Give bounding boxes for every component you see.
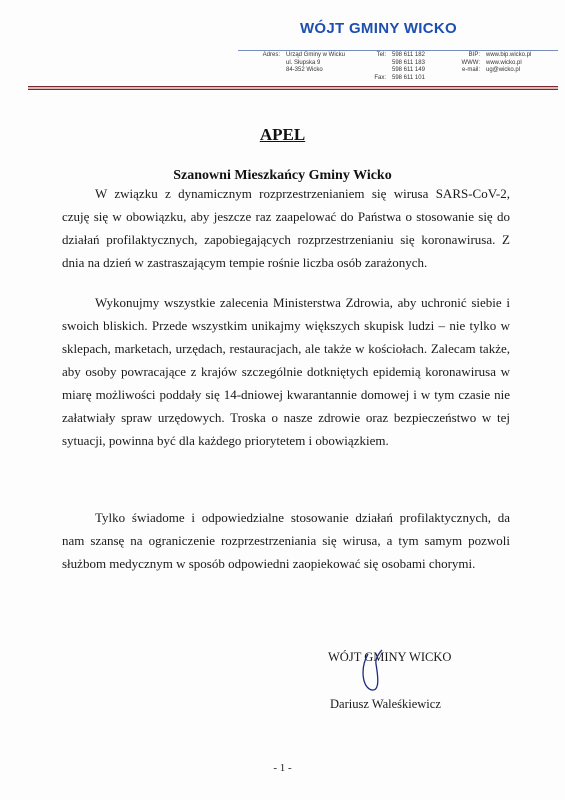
letterhead-address [258,52,345,75]
email-link[interactable]: ug@wicko.pl [486,67,521,73]
fax-number: 598 611 101 [392,74,425,81]
email-label: e-mail: [461,67,480,73]
tel-number: 598 611 149 [392,67,425,73]
signature-name: Dariusz Waleśkiewicz [330,697,441,711]
address-line: 84-352 Wicko [286,67,323,73]
handwritten-signature [354,646,394,696]
address-line: ul. Słupska 9 [286,59,321,66]
signature-title: WÓJT GMINY WICKO [328,650,452,664]
fax-label: Fax: [374,74,386,81]
greeting: Szanowni Mieszkańcy Gminy Wicko [173,168,392,183]
bip-link[interactable]: www.bip.wicko.pl [486,52,532,58]
letterhead-thin-rule [238,50,558,51]
www-label: WWW: [461,59,480,66]
letterhead-brand: WÓJT GMINY WICKO [299,20,457,37]
letterhead-web [452,52,531,75]
address-line: Urząd Gminy w Wicku [286,52,346,58]
document-title: APEL [259,125,306,144]
paragraph-2: Wykonujmy wszystkie zalecenia Ministerstwa Zdrowia, aby uchronić siebie i swoich bliskich. Przede wszystkim unikajmy większych skupisk ludzi – nie tylko w sklepach, marketach, urzędach, restauracjach, ale także w kościołach. Zalecam także, aby osoby powracające z krajów szczególnie dotkniętych epidemią koronawirusa w miarę możliwości poddały się 14-dniowej kwarantannie domowej i w tym czasie nie załatwiały spraw urzędowych. Troska o nasze zdrowie oraz bezpieczeństwo w tej sytuacji, powinna być dla każdego priorytetem i obowiązkiem. [62,295,510,448]
page-number: - 1 - [273,762,292,774]
paragraph-3: Tylko świadome i odpowiedzialne stosowanie działań profilaktycznych, da nam szansę na ograniczenie rozprzestrzeniania się wirusa, a tym samym pozwoli służbom medycznym w sposób odpowiedni zaopiekować się osobami chorymi. [62,510,510,571]
address-label: Adres: [262,52,280,58]
tel-number: 598 611 183 [392,59,425,66]
tel-number: 598 611 182 [392,52,425,58]
letterhead-phones [370,52,425,82]
paragraph-1: W związku z dynamicznym rozprzestrzenianiem się wirusa SARS-CoV-2, czuję się w obowiązku, aby jeszcze raz zaapelować do Państwa o stosowanie się do działań profilaktycznych, zapobiegających rozprzestrzenianiu się koronawirusa. Z dnia na dzień w zastraszającym tempie rośnie liczba osób zarażonych. [62,186,510,270]
letterhead-divider [28,86,558,90]
bip-label: BIP: [468,52,480,58]
tel-label: Tel: [376,52,386,58]
www-link[interactable]: www.wicko.pl [486,59,522,66]
